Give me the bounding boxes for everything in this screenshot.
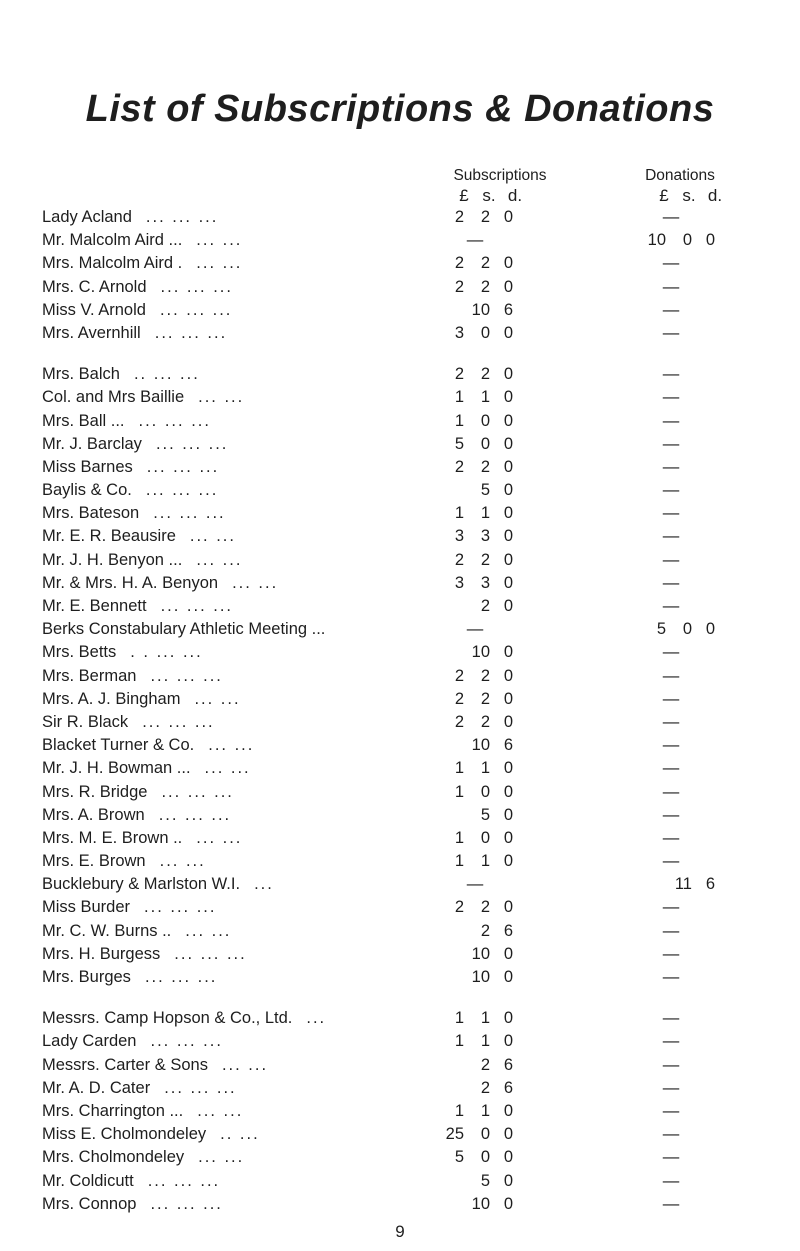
leader-dots: ... ... [198,1148,245,1167]
list-item [0,734,800,757]
subscription-shillings: 2 [480,921,490,940]
subscription-pence: 0 [503,411,513,430]
donation-none-dash: — [662,1171,680,1190]
donation-pence: 0 [705,231,715,250]
subscription-shillings: 0 [480,434,490,453]
subscription-shillings: 2 [480,457,490,476]
donation-none-dash: — [662,1009,680,1028]
donation-none-dash: — [662,277,680,296]
donor-name: Mrs. Malcolm Aird . [42,254,183,273]
donor-name: Mr. C. W. Burns .. [42,921,172,940]
leader-dots: ... ... ... [150,1032,223,1051]
subscription-pence: 0 [503,388,513,407]
subscription-shillings: 10 [471,944,490,963]
list-item [0,549,800,572]
list-item [0,873,800,896]
leader-dots: ... ... ... [164,1078,237,1097]
list-item [0,850,800,873]
subscription-shillings: 0 [480,411,490,430]
list-item [0,410,800,433]
subscription-shillings: 2 [480,898,490,917]
donor-name: Mrs. A. J. Bingham [42,689,181,708]
subscription-pounds: 1 [454,411,464,430]
leader-dots: ... ... ... [144,968,218,986]
list-item [0,1193,800,1216]
list-item [0,757,800,780]
donation-none-dash: — [662,712,680,731]
subscription-pounds: 1 [454,1101,464,1120]
leader-dots: ... ... [194,689,241,708]
subscription-shillings: 0 [480,1125,490,1144]
donor-name: Mr. J. H. Bowman ... [42,759,191,778]
donor-name: Mrs. Charrington ... [42,1101,184,1120]
subscription-pounds: 2 [454,712,464,731]
list-item [0,479,800,502]
subscription-pence: 0 [503,323,513,342]
donor-name: Mr. E. Bennett [42,597,147,615]
donations-header: Donations [645,167,715,184]
subscription-pounds: 1 [454,782,464,801]
list-item [0,827,800,850]
leader-dots: ... [306,1009,327,1028]
donation-none-dash: — [662,666,680,685]
subscription-pounds: 1 [454,1009,464,1028]
donation-none-dash: — [662,411,680,430]
donor-name: Mr. E. R. Beausire [42,527,176,546]
donation-none-dash: — [662,805,680,824]
subscription-shillings: 10 [471,736,490,755]
donation-none-dash: — [662,481,680,500]
subscription-shillings: 2 [480,1055,490,1074]
donor-name: Mr. J. H. Benyon ... [42,550,183,569]
subscription-none-dash: — [466,620,484,639]
donor-name: Bucklebury & Marlston W.I. [42,875,241,894]
subscription-shillings: 1 [480,1032,490,1051]
donor-name: Lady Carden [42,1032,137,1051]
subscription-pence: 0 [503,208,513,226]
subscription-pence: 0 [503,365,513,384]
donor-name: Mr. J. Barclay [42,434,142,453]
donation-none-dash: — [662,550,680,569]
donation-none-dash: — [662,388,680,407]
subscription-pounds: 1 [454,828,464,847]
donation-none-dash: — [662,573,680,592]
subscription-pence: 0 [503,944,513,963]
leader-dots: ... ... ... [138,411,211,430]
subscription-shillings: 10 [471,300,490,319]
donation-none-dash: — [662,434,680,453]
leader-dots: ... ... ... [146,457,220,476]
list-item [0,943,800,966]
subscription-pounds: 3 [454,323,464,342]
subscription-shillings: 1 [480,504,490,523]
donation-none-dash: — [662,300,680,319]
donation-none-dash: — [662,527,680,546]
donor-name: Blacket Turner & Co. [42,736,195,755]
donor-name: Mrs. Berman [42,666,137,685]
subscription-pence: 0 [503,1171,513,1190]
subscription-pence: 6 [503,300,513,319]
subscription-pounds: 2 [454,457,464,476]
subscription-shillings: 10 [471,968,490,986]
donation-none-dash: — [662,968,680,986]
donor-name: Mr. A. D. Cater [42,1078,151,1097]
subscription-none-dash: — [466,231,484,250]
subscription-shillings: 3 [480,527,490,546]
donor-name: Mrs. C. Arnold [42,277,147,296]
subscription-shillings: 3 [480,573,490,592]
donation-none-dash: — [662,504,680,523]
subscription-shillings: 1 [480,1009,490,1028]
subscription-pence: 0 [503,968,513,986]
leader-dots: ... ... ... [160,597,233,615]
donor-name: Mrs. Ball ... [42,411,125,430]
subscription-pounds: 3 [454,527,464,546]
subscription-shillings: 0 [480,782,490,801]
leader-dots: ... ... ... [155,434,229,453]
subscription-pounds: 1 [454,759,464,778]
donation-none-dash: — [662,643,680,662]
donor-name: Lady Acland [42,208,132,226]
donation-none-dash: — [662,457,680,476]
subscription-shillings: 10 [471,643,490,662]
subscription-pence: 0 [503,805,513,824]
subscription-pounds: 1 [454,504,464,523]
leader-dots: ... ... [204,759,251,778]
subscription-shillings: 1 [480,388,490,407]
subscription-pence: 0 [503,828,513,847]
subscription-list [0,206,800,1216]
sub-shillings-header: s. [482,186,496,205]
leader-dots: .. ... [220,1125,260,1144]
subscription-pence: 0 [503,689,513,708]
donation-pence: 0 [705,620,715,639]
subscription-pence: 0 [503,643,513,662]
leader-dots: ... ... ... [153,504,226,523]
list-item [0,966,800,989]
list-item [0,386,800,409]
subscription-pence: 0 [503,254,513,273]
donation-none-dash: — [662,736,680,755]
donation-none-dash: — [662,1125,680,1144]
subscription-pounds: 25 [445,1125,464,1144]
donor-name: Mrs. M. E. Brown .. [42,828,183,847]
subscription-pence: 0 [503,1125,513,1144]
donation-none-dash: — [662,1032,680,1051]
subscription-pence: 0 [503,1101,513,1120]
subscription-shillings: 2 [480,254,490,273]
subscription-pence: 0 [503,1194,513,1213]
list-item [0,665,800,688]
subscription-shillings: 2 [480,1078,490,1097]
donation-none-dash: — [662,782,680,801]
subscription-pounds: 1 [454,852,464,871]
leader-dots: ... ... [196,254,243,273]
leader-dots: ... ... [189,527,236,546]
list-item [0,502,800,525]
leader-dots: ... ... ... [150,666,223,685]
subscription-shillings: 0 [480,828,490,847]
donor-name: Mrs. R. Bridge [42,782,148,801]
donation-none-dash: — [662,852,680,871]
subscription-shillings: 2 [480,277,490,296]
list-item [0,299,800,322]
list-item [0,595,800,618]
subscription-pence: 0 [503,852,513,871]
sub-pence-header: d. [507,186,523,205]
leader-dots: ... ... ... [160,277,233,296]
donation-shillings: 0 [682,620,692,639]
donation-none-dash: — [662,597,680,615]
subscription-shillings: 1 [480,1101,490,1120]
leader-dots: ... ... ... [145,208,219,226]
subscription-shillings: 5 [480,805,490,824]
leader-dots: ... ... [208,736,255,755]
list-item [0,1146,800,1169]
donation-none-dash: — [662,1148,680,1167]
leader-dots: ... ... ... [154,323,228,342]
donor-name: Messrs. Camp Hopson & Co., Ltd. [42,1009,293,1028]
list-item [0,322,800,345]
list-item [0,252,800,275]
leader-dots: ... ... [198,388,245,407]
leader-dots: ... ... [196,550,243,569]
subscription-pence: 0 [503,550,513,569]
donation-none-dash: — [662,944,680,963]
subscription-shillings: 2 [480,666,490,685]
don-shillings-header: s. [682,186,696,205]
donation-none-dash: — [662,689,680,708]
donor-name: Mrs. Avernhill [42,323,141,342]
list-item [0,711,800,734]
list-item [0,229,800,252]
subscription-none-dash: — [466,875,484,894]
subscription-pounds: 5 [454,434,464,453]
subscription-shillings: 1 [480,852,490,871]
leader-dots: ... ... [196,828,243,847]
subscription-pence: 0 [503,457,513,476]
subscription-pence: 0 [503,898,513,917]
subscription-pence: 0 [503,597,513,615]
subscription-shillings: 0 [480,323,490,342]
subscription-shillings: 2 [480,712,490,731]
subscription-pounds: 2 [454,208,464,226]
subscription-pence: 0 [503,782,513,801]
donor-name: Mrs. H. Burgess [42,944,161,963]
donation-none-dash: — [662,1078,680,1097]
subscription-pence: 6 [503,1078,513,1097]
subscription-pence: 0 [503,1148,513,1167]
donation-pence: 6 [705,875,715,894]
donation-shillings: 0 [682,231,692,250]
leader-dots: ... ... ... [150,1194,223,1213]
list-item [0,1054,800,1077]
subscription-pence: 0 [503,277,513,296]
donor-name: Mr. Coldicutt [42,1171,134,1190]
leader-dots: ... ... [197,1101,244,1120]
donor-name: Mrs. A. Brown [42,805,145,824]
donor-name: Sir R. Black [42,712,129,731]
donation-none-dash: — [662,208,680,226]
subscription-pounds: 2 [454,689,464,708]
list-item [0,1007,800,1030]
subscription-pence: 0 [503,573,513,592]
donation-none-dash: — [662,759,680,778]
subscription-shillings: 2 [480,365,490,384]
subscription-pence: 0 [503,712,513,731]
list-item [0,920,800,943]
subscription-shillings: 0 [480,1148,490,1167]
section-gap [0,345,800,363]
leader-dots: ... ... [232,573,279,592]
subscription-pence: 0 [503,527,513,546]
list-item [0,363,800,386]
subscription-shillings: 5 [480,1171,490,1190]
donor-name: Miss V. Arnold [42,300,146,319]
subscription-shillings: 2 [480,208,490,226]
donor-name: Mrs. Bateson [42,504,140,523]
donor-name: Col. and Mrs Baillie [42,388,185,407]
subscription-shillings: 5 [480,481,490,500]
donation-none-dash: — [662,1101,680,1120]
leader-dots: ... ... ... [158,805,232,824]
subscription-pence: 6 [503,1055,513,1074]
subscription-pence: 6 [503,736,513,755]
leader-dots: ... ... [221,1055,269,1074]
subscription-pence: 6 [503,921,513,940]
leader-dots: ... ... ... [174,944,247,963]
donation-none-dash: — [662,828,680,847]
subscription-pounds: 2 [454,254,464,273]
leader-dots: . . ... ... [130,643,203,662]
don-pence-header: d. [707,186,723,205]
donation-none-dash: — [662,1194,680,1213]
list-item [0,688,800,711]
donation-none-dash: — [662,898,680,917]
list-item [0,206,800,229]
leader-dots: ... ... [196,231,243,250]
list-item [0,1030,800,1053]
list-item [0,525,800,548]
list-item [0,896,800,919]
donor-name: Mr. & Mrs. H. A. Benyon [42,573,219,592]
subscription-pounds: 2 [454,277,464,296]
section-gap [0,989,800,1007]
list-item [0,456,800,479]
subscription-pence: 0 [503,1009,513,1028]
list-item [0,1100,800,1123]
list-item [0,781,800,804]
subscription-pence: 0 [503,666,513,685]
list-item [0,641,800,664]
subscription-shillings: 2 [480,597,490,615]
subscription-shillings: 2 [480,550,490,569]
donor-name: Berks Constabulary Athletic Meeting ... [42,620,326,639]
subscription-pounds: 2 [454,666,464,685]
sub-pounds-header: £ [459,186,469,205]
donation-pounds: 5 [656,620,666,639]
donation-none-dash: — [662,323,680,342]
subscription-pence: 0 [503,759,513,778]
donor-name: Mrs. Connop [42,1194,137,1213]
list-item [0,1170,800,1193]
donation-shillings: 11 [674,875,692,894]
leader-dots: ... ... ... [147,1171,221,1190]
subscription-pounds: 2 [454,898,464,917]
subscription-pounds: 2 [454,365,464,384]
subscription-pence: 0 [503,504,513,523]
leader-dots: ... ... [185,921,232,940]
list-item [0,618,800,641]
donor-name: Mrs. E. Brown [42,852,146,871]
leader-dots: ... ... ... [144,898,217,917]
donor-name: Baylis & Co. [42,481,132,500]
donor-name: Miss Barnes [42,457,133,476]
list-item [0,433,800,456]
subscription-shillings: 2 [480,689,490,708]
subscription-pence: 0 [503,434,513,453]
donation-none-dash: — [662,921,680,940]
leader-dots: ... ... ... [161,782,234,801]
leader-dots: ... ... ... [142,712,215,731]
page-title: List of Subscriptions & Donations [85,88,715,130]
list-item [0,572,800,595]
donor-name: Mrs. Burges [42,968,131,986]
donor-name: Mrs. Cholmondeley [42,1148,185,1167]
subscription-pounds: 5 [454,1148,464,1167]
leader-dots: ... ... ... [159,300,233,319]
donor-name: Mrs. Balch [42,365,120,384]
donor-name: Miss E. Cholmondeley [42,1125,207,1144]
don-pounds-header: £ [659,186,669,205]
subscriptions-header: Subscriptions [453,167,547,184]
page-number: 9 [395,1222,405,1241]
list-item [0,1077,800,1100]
donor-name: Mrs. Betts [42,643,117,662]
list-item [0,1123,800,1146]
donor-name: Miss Burder [42,898,131,917]
donation-none-dash: — [662,1055,680,1074]
leader-dots: ... ... ... [145,481,219,500]
leader-dots: ... ... [159,852,206,871]
list-item [0,804,800,827]
leader-dots: .. ... ... [133,365,200,384]
subscription-pounds: 3 [454,573,464,592]
subscription-shillings: 10 [471,1194,490,1213]
subscription-pounds: 2 [454,550,464,569]
leader-dots: ... [254,875,274,894]
donation-pounds: 10 [647,231,666,250]
donor-name: Messrs. Carter & Sons [42,1055,208,1074]
subscription-pence: 0 [503,1032,513,1051]
subscription-pounds: 1 [454,388,464,407]
subscription-pence: 0 [503,481,513,500]
subscription-pounds: 1 [454,1032,464,1051]
donation-none-dash: — [662,365,680,384]
donation-none-dash: — [662,254,680,273]
donor-name: Mr. Malcolm Aird ... [42,231,183,250]
list-item [0,276,800,299]
subscription-shillings: 1 [480,759,490,778]
